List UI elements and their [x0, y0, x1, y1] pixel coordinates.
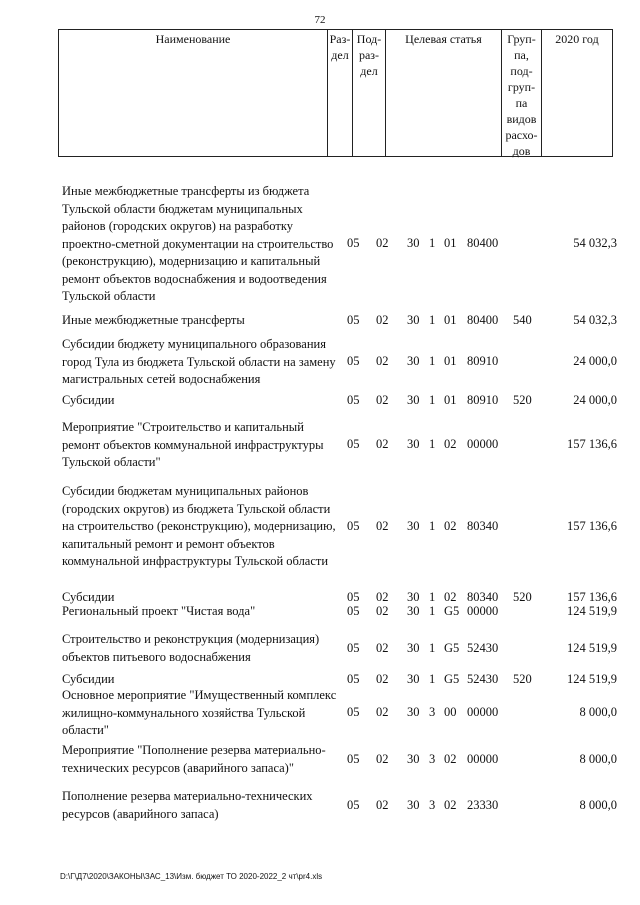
- row-t3: 02: [444, 437, 457, 451]
- row-sum: 54 032,3: [573, 236, 617, 250]
- row-sum: 124 519,9: [567, 604, 617, 618]
- row-razdel: 05: [347, 393, 360, 407]
- row-t1: 30: [407, 354, 420, 368]
- row-razdel: 05: [347, 354, 360, 368]
- row-t3: 01: [444, 313, 457, 327]
- row-razdel: 05: [347, 604, 360, 618]
- row-podrazdel: 02: [376, 752, 389, 766]
- row-name: Строительство и реконструкция (модернизация) объектов питьевого водоснабжения: [62, 632, 320, 664]
- row-t2: 1: [429, 313, 436, 327]
- row-t1: 30: [407, 437, 420, 451]
- row-t3: 01: [444, 236, 457, 250]
- row-sum: 8 000,0: [579, 798, 617, 812]
- row-sum: 157 136,6: [567, 519, 617, 533]
- row-razdel: 05: [347, 641, 360, 655]
- row-t3: G5: [444, 641, 460, 655]
- row-t2: 1: [429, 437, 436, 451]
- row-t3: 02: [444, 752, 457, 766]
- row-name: Основное мероприятие "Имущественный комплекс жилищно-коммунального хозяйства Тульской области": [62, 688, 337, 737]
- header-year: 2020 год: [555, 32, 599, 46]
- row-razdel: 05: [347, 705, 360, 719]
- header-target: Целевая статья: [386, 30, 502, 156]
- row-name: Субсидии: [62, 590, 115, 604]
- row-t1: 30: [407, 590, 420, 604]
- row-podrazdel: 02: [376, 604, 389, 618]
- row-t2: 1: [429, 641, 436, 655]
- row-t4: 80910: [467, 393, 499, 407]
- row-podrazdel: 02: [376, 354, 389, 368]
- row-t4: 23330: [467, 798, 499, 812]
- row-t4: 80910: [467, 354, 499, 368]
- row-name: Мероприятие "Строительство и капитальный ремонт объектов коммунальной инфраструктуры Тульской области": [62, 420, 324, 469]
- header-podrazdel: Под- раз- дел: [353, 30, 386, 156]
- row-podrazdel: 02: [376, 519, 389, 533]
- row-t4: 00000: [467, 752, 499, 766]
- row-t4: 52430: [467, 641, 499, 655]
- row-t4: 52430: [467, 672, 499, 686]
- row-t3: 00: [444, 705, 457, 719]
- row-t3: 01: [444, 393, 457, 407]
- row-podrazdel: 02: [376, 437, 389, 451]
- row-sum: 8 000,0: [579, 705, 617, 719]
- row-razdel: 05: [347, 672, 360, 686]
- row-name: Иные межбюджетные трансферты: [62, 313, 245, 327]
- row-group: 520: [513, 590, 532, 604]
- row-name: Мероприятие "Пополнение резерва материально-технических ресурсов (аварийного запаса)": [62, 743, 326, 775]
- row-sum: 124 519,9: [567, 672, 617, 686]
- row-name: Субсидии бюджету муниципального образования город Тула из бюджета Тульской области на замену магистральных сетей водоснабжения: [62, 337, 336, 386]
- row-podrazdel: 02: [376, 590, 389, 604]
- header-razdel: Раз- дел: [328, 30, 353, 156]
- row-t1: 30: [407, 393, 420, 407]
- row-t4: 80400: [467, 236, 499, 250]
- row-name: Пополнение резерва материально-технических ресурсов (аварийного запаса): [62, 789, 313, 821]
- header-name: Наименование: [59, 30, 328, 156]
- row-t1: 30: [407, 705, 420, 719]
- row-podrazdel: 02: [376, 313, 389, 327]
- row-t1: 30: [407, 604, 420, 618]
- row-razdel: 05: [347, 519, 360, 533]
- row-t2: 3: [429, 705, 436, 719]
- row-t1: 30: [407, 313, 420, 327]
- row-group: 540: [513, 313, 532, 327]
- row-sum: 124 519,9: [567, 641, 617, 655]
- row-razdel: 05: [347, 313, 360, 327]
- row-podrazdel: 02: [376, 641, 389, 655]
- row-sum: 8 000,0: [579, 752, 617, 766]
- row-t2: 1: [429, 393, 436, 407]
- row-t4: 80400: [467, 313, 499, 327]
- row-sum: 24 000,0: [573, 354, 617, 368]
- row-group: 520: [513, 672, 532, 686]
- row-t4: 00000: [467, 604, 499, 618]
- row-t1: 30: [407, 641, 420, 655]
- row-t3: 01: [444, 354, 457, 368]
- header-group: Груп- па, под- груп- па видов расхо- дов: [502, 30, 542, 156]
- row-t1: 30: [407, 752, 420, 766]
- row-razdel: 05: [347, 437, 360, 451]
- file-path: D:\Г\Д7\2020\ЗАКОНЫ\ЗАС_13\Изм. бюджет ТО 2020-2022_2 чт\pr4.xls: [60, 872, 323, 881]
- row-t1: 30: [407, 519, 420, 533]
- page-number: 72: [314, 14, 326, 26]
- row-razdel: 05: [347, 752, 360, 766]
- row-group: 520: [513, 393, 532, 407]
- row-podrazdel: 02: [376, 393, 389, 407]
- row-t2: 1: [429, 354, 436, 368]
- row-sum: 54 032,3: [573, 313, 617, 327]
- row-name: Региональный проект "Чистая вода": [62, 604, 256, 618]
- row-t2: 3: [429, 752, 436, 766]
- row-t2: 1: [429, 590, 436, 604]
- row-podrazdel: 02: [376, 705, 389, 719]
- row-name: Субсидии бюджетам муниципальных районов (городских округов) из бюджета Тульской области на строительство (реконструкцию), модернизацию, капитальный ремонт и ремонт объектов коммунальной инфраструктуры Тульской области: [62, 484, 336, 568]
- row-t4: 80340: [467, 519, 499, 533]
- row-t4: 80340: [467, 590, 499, 604]
- row-name: Субсидии: [62, 672, 115, 686]
- row-t2: 1: [429, 604, 436, 618]
- row-sum: 24 000,0: [573, 393, 617, 407]
- row-razdel: 05: [347, 798, 360, 812]
- row-t1: 30: [407, 798, 420, 812]
- row-t3: 02: [444, 519, 457, 533]
- row-t2: 1: [429, 519, 436, 533]
- row-t1: 30: [407, 236, 420, 250]
- row-name: Иные межбюджетные трансферты из бюджета Тульской области бюджетам муниципальных районов (городских округов) на разработку проектно-сметной документации на строительство (реконструкцию), модернизацию и капитальный ремонт объектов водоснабжения и водоотведения Тульской области: [62, 184, 334, 303]
- row-t4: 00000: [467, 437, 499, 451]
- row-t2: 3: [429, 798, 436, 812]
- row-t3: G5: [444, 604, 460, 618]
- row-t4: 00000: [467, 705, 499, 719]
- row-t2: 1: [429, 236, 436, 250]
- row-name: Субсидии: [62, 393, 115, 407]
- row-t2: 1: [429, 672, 436, 686]
- row-podrazdel: 02: [376, 672, 389, 686]
- row-podrazdel: 02: [376, 798, 389, 812]
- row-t3: G5: [444, 672, 460, 686]
- row-t3: 02: [444, 798, 457, 812]
- row-t3: 02: [444, 590, 457, 604]
- row-t1: 30: [407, 672, 420, 686]
- row-sum: 157 136,6: [567, 437, 617, 451]
- row-sum: 157 136,6: [567, 590, 617, 604]
- row-razdel: 05: [347, 236, 360, 250]
- row-razdel: 05: [347, 590, 360, 604]
- row-podrazdel: 02: [376, 236, 389, 250]
